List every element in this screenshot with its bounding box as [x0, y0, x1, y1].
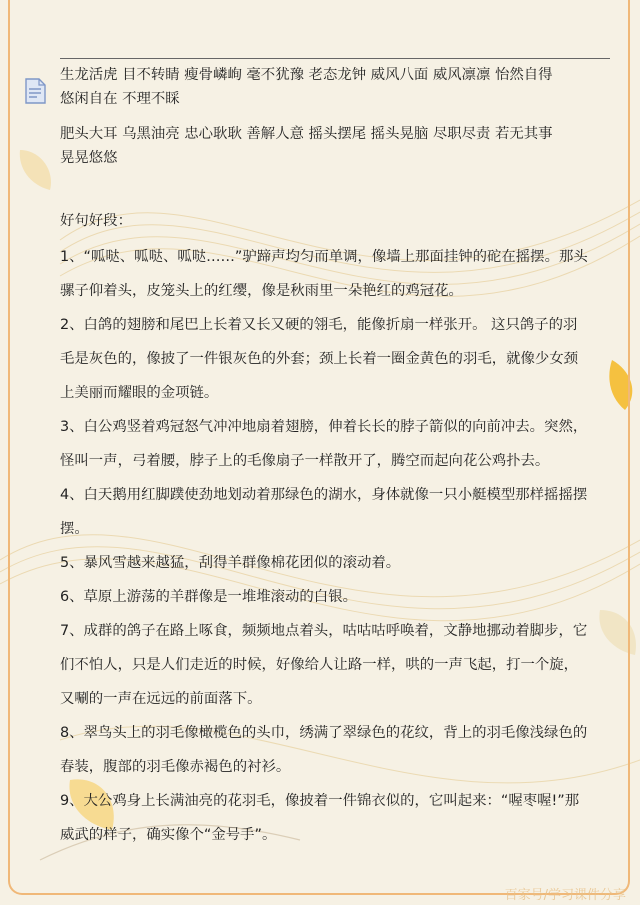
- paragraph-line: 威武的样子，确实像个“金号手”。: [60, 826, 277, 843]
- paragraph-list: [60, 240, 612, 852]
- document-icon: [24, 78, 46, 104]
- watermark: 百家号/学习课件分享: [504, 888, 626, 903]
- sentence-paragraph: [60, 614, 612, 716]
- paragraph-line: 9、大公鸡身上长满油亮的花羽毛，像披着一件锦衣似的，它叫起来：“喔枣喔!”那: [60, 792, 580, 809]
- paragraph-line: 1、“呱哒、呱哒、呱哒……”驴蹄声均匀而单调，像墙上那面挂钟的砣在摇摆。那头: [60, 248, 588, 265]
- paragraph-line: 6、草原上游荡的羊群像是一堆堆滚动的白银。: [60, 588, 357, 605]
- sentence-paragraph: [60, 716, 612, 784]
- paragraph-line: 上美丽而耀眼的金项链。: [60, 384, 219, 401]
- paragraph-line: 毛是灰色的，像披了一件银灰色的外套；颈上长着一圈金黄色的羽毛，就像少女颈: [60, 350, 579, 367]
- article-content: [60, 64, 612, 852]
- vocab-row: 晃晃悠悠: [60, 149, 118, 166]
- sentence-paragraph: [60, 784, 612, 852]
- paragraph-line: 3、白公鸡竖着鸡冠怒气冲冲地扇着翅膀，伸着长长的脖子箭似的向前冲去。突然，: [60, 418, 588, 435]
- paragraph-line: 春装，腹部的羽毛像赤褐色的衬衫。: [60, 758, 291, 775]
- vocab-row: 悠闲自在 不理不睬: [60, 90, 180, 107]
- paragraph-line: 7、成群的鸽子在路上啄食，频频地点着头，咕咕咕呼唤着，文静地挪动着脚步，它: [60, 622, 588, 639]
- sentence-paragraph: [60, 410, 612, 478]
- sentence-paragraph: [60, 580, 612, 614]
- paragraph-line: 们不怕人，只是人们走近的时候，好像给人让路一样，哄的一声飞起，打一个旋，: [60, 656, 579, 673]
- paragraph-line: 8、翠鸟头上的羽毛像橄榄色的头巾，绣满了翠绿色的花纹，背上的羽毛像浅绿色的: [60, 724, 588, 741]
- paragraph-line: 摆。: [60, 520, 89, 537]
- top-rule: [60, 58, 610, 59]
- sentence-paragraph: [60, 478, 612, 546]
- sentence-paragraph: [60, 308, 612, 410]
- section-title: 好句好段：: [60, 213, 132, 229]
- paragraph-line: 5、暴风雪越来越猛，刮得羊群像棉花团似的滚动着。: [60, 554, 401, 571]
- sentence-paragraph: [60, 240, 612, 308]
- paragraph-line: 骡子仰着头，皮笼头上的红缨，像是秋雨里一朵艳红的鸡冠花。: [60, 282, 463, 299]
- paragraph-line: 4、白天鹅用红脚蹼使劲地划动着那绿色的湖水，身体就像一只小艇模型那样摇摇摆: [60, 486, 588, 503]
- paragraph-line: 怪叫一声，弓着腰，脖子上的毛像扇子一样散开了，腾空而起向花公鸡扑去。: [60, 452, 550, 469]
- paragraph-line: 2、白鸽的翅膀和尾巴上长着又长又硬的翎毛，能像折扇一样张开。 这只鸽子的羽: [60, 316, 578, 333]
- vocab-row: 生龙活虎 目不转睛 瘦骨嶙峋 毫不犹豫 老态龙钟 威风八面 威风凛凛 怡然自得: [60, 67, 553, 83]
- sentence-paragraph: [60, 546, 612, 580]
- paragraph-line: 又唰的一声在远远的前面落下。: [60, 690, 262, 707]
- vocab-row: 肥头大耳 乌黑油亮 忠心耿耿 善解人意 摇头摆尾 摇头晃脑 尽职尽责 若无其事: [60, 126, 553, 142]
